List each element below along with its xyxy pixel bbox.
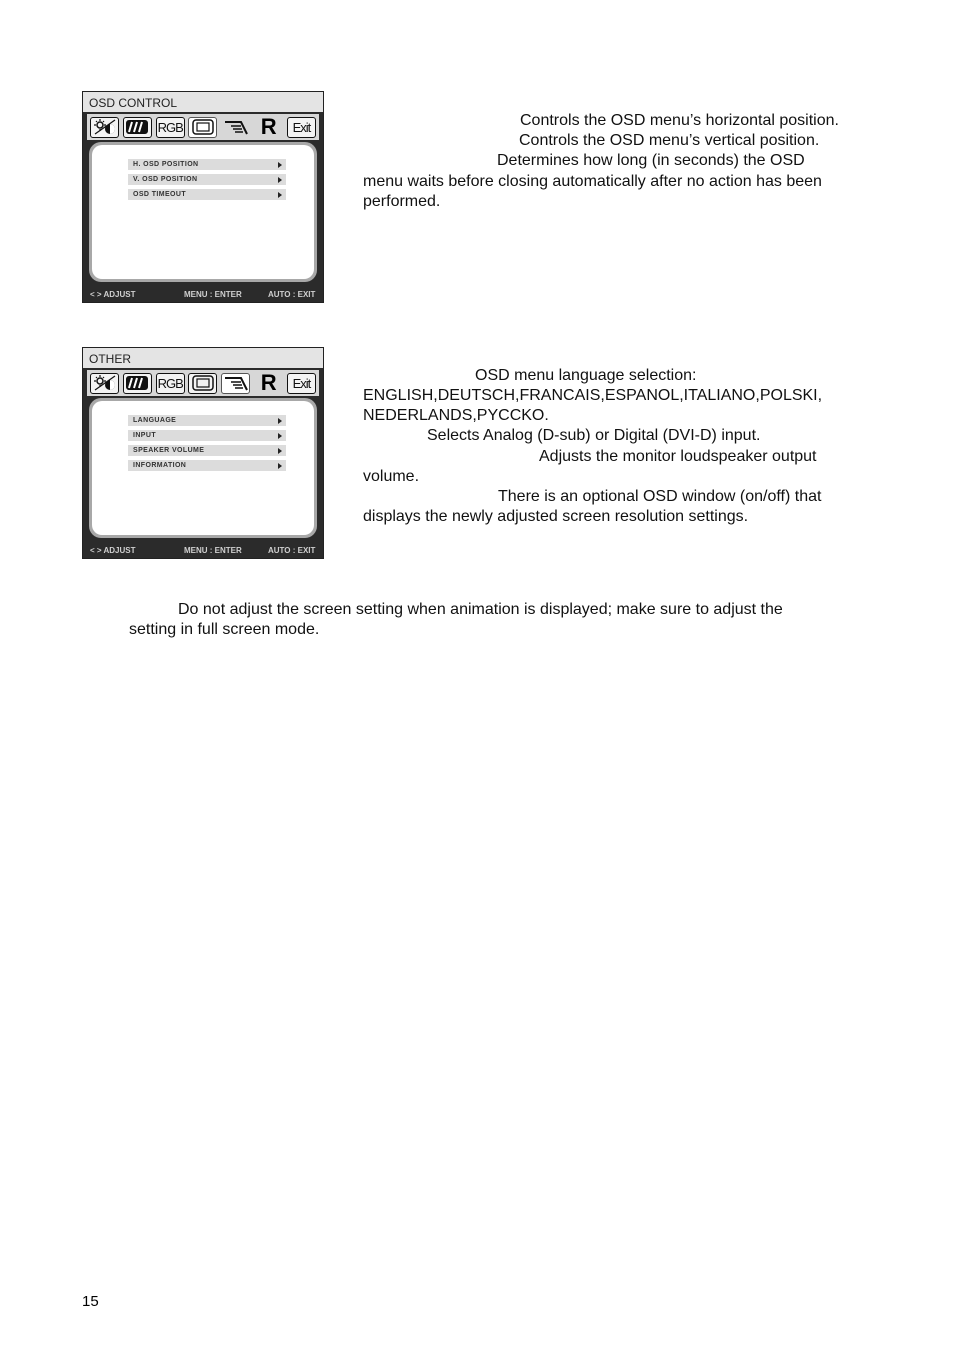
arrow-right-icon — [278, 433, 282, 439]
arrow-right-icon — [278, 192, 282, 198]
tools-icon — [221, 373, 250, 394]
reset-icon-label: R — [260, 370, 277, 395]
menu-item-language: LANGUAGE — [128, 415, 286, 426]
menu-item-h-osd-position: H. OSD POSITION — [128, 159, 286, 170]
footer-exit: AUTO : EXIT — [268, 546, 316, 555]
rgb-icon-label: RGB — [157, 119, 183, 135]
osd-footer — [83, 544, 323, 558]
reset-icon — [254, 114, 283, 139]
footer-adjust: < > ADJUST — [90, 546, 136, 555]
arrow-right-icon — [278, 418, 282, 424]
menu-item-information: INFORMATION — [128, 460, 286, 471]
osd-menu-panel — [89, 142, 317, 282]
arrow-right-icon — [278, 463, 282, 469]
footer-exit: AUTO : EXIT — [268, 290, 316, 299]
footer-adjust: < > ADJUST — [90, 290, 136, 299]
exit-icon — [287, 373, 316, 394]
osd-footer — [83, 288, 323, 302]
reset-icon — [254, 370, 283, 395]
arrow-right-icon — [278, 448, 282, 454]
desc-language-1: OSD menu language selection: — [475, 367, 697, 384]
brightness-contrast-icon — [90, 373, 119, 394]
exit-icon — [287, 117, 316, 138]
osd-icon-bar — [87, 114, 319, 140]
desc-speaker-volume-2: volume. — [363, 468, 420, 485]
osd-menu-panel — [89, 398, 317, 538]
note-line-1: Do not adjust the screen setting when animation is displayed; make sure to adjust the — [178, 601, 783, 618]
footer-enter: MENU : ENTER — [184, 290, 242, 299]
desc-language-3: NEDERLANDS,PYCCKO. — [363, 407, 549, 424]
page-number: 15 — [82, 1293, 99, 1310]
desc-h-osd-position: Controls the OSD menu’s horizontal position. — [520, 112, 839, 129]
osd-title: OTHER — [83, 348, 323, 368]
menu-item-osd-timeout: OSD TIMEOUT — [128, 189, 286, 200]
note-line-2: setting in full screen mode. — [129, 621, 320, 638]
desc-osd-timeout-2: menu waits before closing automatically after no action has been — [363, 173, 822, 190]
menu-item-v-osd-position: V. OSD POSITION — [128, 174, 286, 185]
footer-enter: MENU : ENTER — [184, 546, 242, 555]
rgb-icon — [156, 117, 185, 138]
desc-speaker-volume-1: Adjusts the monitor loudspeaker output — [539, 448, 817, 465]
rgb-icon-label: RGB — [157, 375, 183, 391]
rgb-icon — [156, 373, 185, 394]
desc-information-1: There is an optional OSD window (on/off) that — [498, 488, 822, 505]
arrow-right-icon — [278, 162, 282, 168]
osd-icon-bar — [87, 370, 319, 396]
desc-osd-timeout-3: performed. — [363, 193, 441, 210]
exit-icon-label: Exit — [292, 375, 311, 391]
desc-v-osd-position: Controls the OSD menu’s vertical position. — [519, 132, 820, 149]
color-adjust-icon — [123, 117, 152, 138]
osd-position-icon — [188, 373, 217, 394]
brightness-contrast-icon — [90, 117, 119, 138]
desc-information-2: displays the newly adjusted screen resolution settings. — [363, 508, 749, 525]
menu-item-input: INPUT — [128, 430, 286, 441]
osd-title: OSD CONTROL — [83, 92, 323, 112]
tools-icon — [221, 117, 250, 138]
desc-osd-timeout-1: Determines how long (in seconds) the OSD — [497, 152, 805, 169]
desc-input: Selects Analog (D-sub) or Digital (DVI-D) input. — [427, 427, 761, 444]
exit-icon-label: Exit — [292, 119, 311, 135]
menu-item-speaker-volume: SPEAKER VOLUME — [128, 445, 286, 456]
reset-icon-label: R — [260, 114, 277, 139]
osd-control-screenshot — [82, 91, 324, 303]
arrow-right-icon — [278, 177, 282, 183]
osd-position-icon — [188, 117, 217, 138]
desc-language-2: ENGLISH,DEUTSCH,FRANCAIS,ESPANOL,ITALIANO,POLSKI, — [363, 387, 823, 404]
color-adjust-icon — [123, 373, 152, 394]
other-screenshot — [82, 347, 324, 559]
